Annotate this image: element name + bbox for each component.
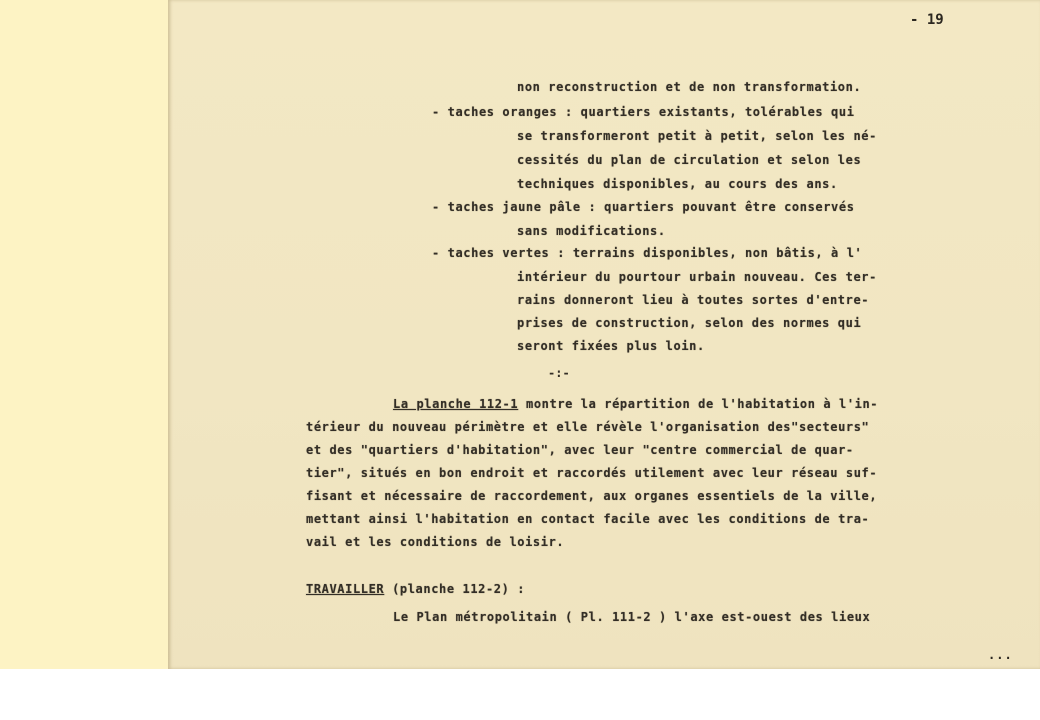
list-line: rains donneront lieu à toutes sortes d'entre- [517,293,870,307]
list-line: non reconstruction et de non transformation. [517,80,862,94]
paragraph-line: vail et les conditions de loisir. [306,535,565,549]
section-separator: -:- [548,366,570,380]
paragraph-line-first [393,397,878,411]
planche-reference: La planche 112-1 [393,397,519,411]
section-heading [306,582,525,596]
list-line: - taches jaune pâle : quartiers pouvant être conservés [432,200,855,214]
section-heading-title: TRAVAILLER [306,582,385,596]
section-line: Le Plan métropolitain ( Pl. 111-2 ) l'axe est-ouest des lieux [393,610,871,624]
paragraph-line: et des "quartiers d'habitation", avec leur "centre commercial de quar- [306,443,854,457]
list-line: - taches vertes : terrains disponibles, non bâtis, à l' [432,246,863,260]
list-line: intérieur du pourtour urbain nouveau. Ces ter- [517,270,877,284]
left-margin-strip [0,0,168,669]
list-line: cessités du plan de circulation et selon les [517,153,862,167]
list-line: sans modifications. [517,224,666,238]
list-line: techniques disponibles, au cours des ans. [517,177,838,191]
page-number: - 19 [910,12,944,28]
paragraph-line: fisant et nécessaire de raccordement, aux organes essentiels de la ville, [306,489,878,503]
section-heading-detail: (planche 112-2) : [384,582,526,596]
document-page [168,0,1040,669]
paragraph-line: tier", situés en bon endroit et raccordés utilement avec leur réseau suf- [306,466,878,480]
list-line: se transformeront petit à petit, selon les né- [517,129,877,143]
list-line: prises de construction, selon des normes qui [517,316,862,330]
continuation-mark: ... [988,648,1013,662]
list-line: - taches oranges : quartiers existants, tolérables qui [432,105,855,119]
paragraph-line: térieur du nouveau périmètre et elle révèle l'organisation des"secteurs" [306,420,870,434]
list-line: seront fixées plus loin. [517,339,705,353]
paragraph-text: montre la répartition de l'habitation à l'in- [518,397,879,411]
paragraph-line: mettant ainsi l'habitation en contact facile avec les conditions de tra- [306,512,870,526]
